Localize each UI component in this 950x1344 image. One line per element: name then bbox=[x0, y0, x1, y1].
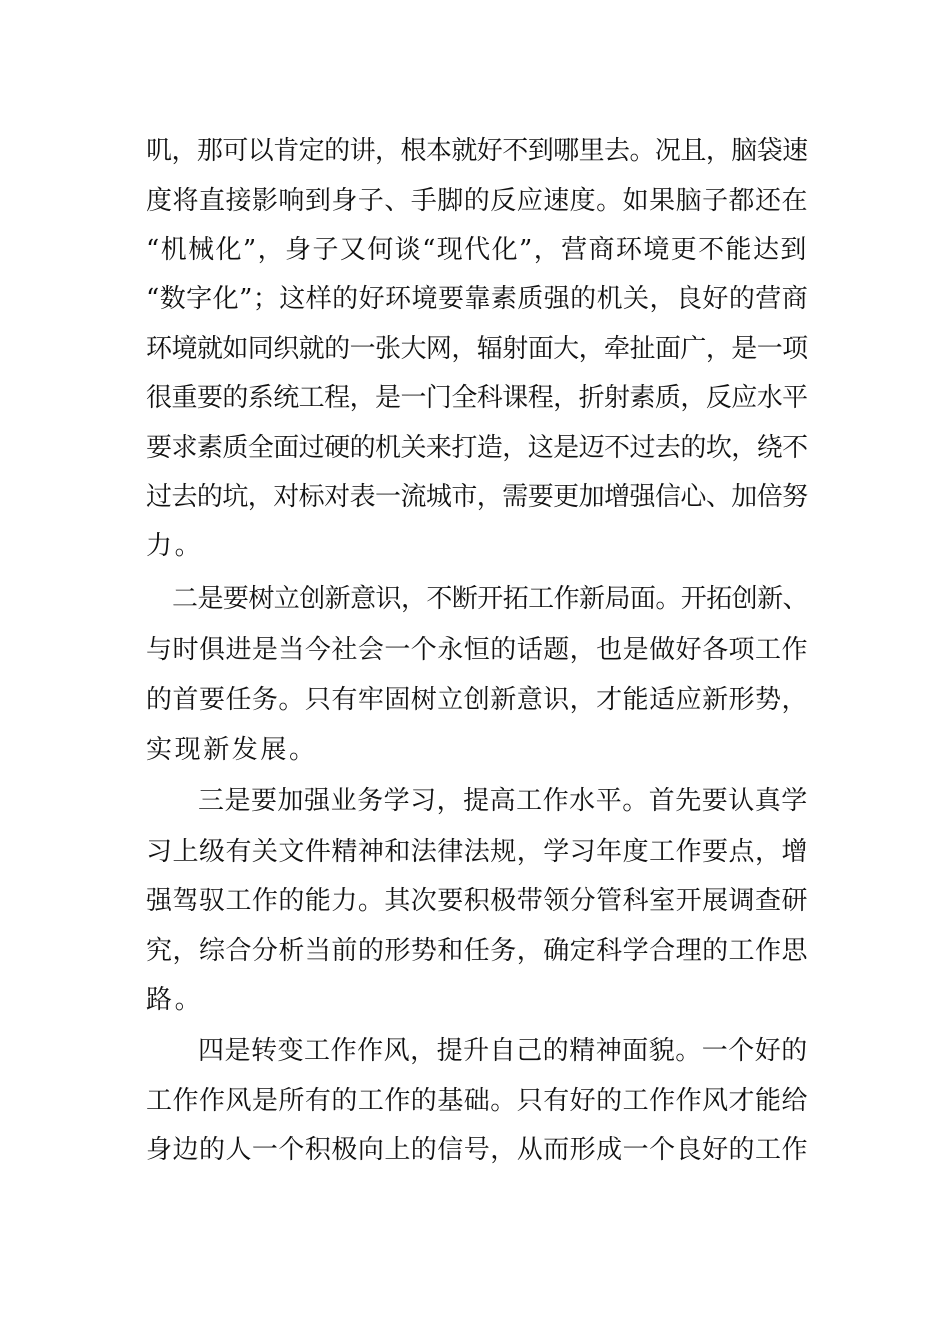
paragraph-1-line-2: 度将直接影响到身子、手脚的反应速度。如果脑子都还在 bbox=[146, 186, 809, 216]
paragraph-4-line-1: 四是转变工作作风，提升自己的精神面貌。一个好的 bbox=[198, 1036, 808, 1066]
paragraph-3-line-2: 习上级有关文件精神和法律法规，学习年度工作要点，增 bbox=[146, 837, 809, 867]
paragraph-1-line-3: “机械化”，身子又何谈“现代化”，营商环境更不能达到 bbox=[146, 235, 808, 265]
paragraph-3-line-1: 三是要加强业务学习，提高工作水平。首先要认真学 bbox=[198, 786, 808, 816]
paragraph-1-line-5: 环境就如同织就的一张大网，辐射面大，牵扯面广，是一项 bbox=[146, 334, 808, 364]
paragraph-4-line-2: 工作作风是所有的工作的基础。只有好的工作作风才能给 bbox=[146, 1086, 809, 1116]
paragraph-1-line-9: 力。 bbox=[146, 531, 204, 561]
paragraph-1-line-8: 过去的坑，对标对表一流城市，需要更加增强信心、加倍努 bbox=[146, 482, 808, 512]
paragraph-2-line-4: 实现新发展。 bbox=[146, 735, 318, 765]
paragraph-1-line-7: 要求素质全面过硬的机关来打造，这是迈不过去的坎，绕不 bbox=[146, 433, 808, 463]
paragraph-1-line-1: 叽，那可以肯定的讲，根本就好不到哪里去。况且，脑袋速 bbox=[146, 136, 808, 166]
paragraph-3-line-5: 路。 bbox=[146, 985, 204, 1015]
paragraph-4-line-3: 身边的人一个积极向上的信号，从而形成一个良好的工作 bbox=[146, 1135, 809, 1165]
paragraph-3-line-3: 强驾驭工作的能力。其次要积极带领分管科室开展调查研 bbox=[146, 886, 809, 916]
paragraph-2-line-3: 的首要任务。只有牢固树立创新意识，才能适应新形势， bbox=[146, 685, 809, 715]
paragraph-1-line-6: 很重要的系统工程，是一门全科课程，折射素质，反应水平 bbox=[146, 383, 808, 413]
paragraph-1-line-4: “数字化”；这样的好环境要靠素质强的机关，良好的营商 bbox=[146, 284, 809, 314]
paragraph-3-line-4: 究，综合分析当前的形势和任务，确定科学合理的工作思 bbox=[146, 936, 809, 966]
paragraph-2-line-1: 二是要树立创新意识，不断开拓工作新局面。开拓创新、 bbox=[172, 584, 809, 614]
paragraph-2-line-2: 与时俱进是当今社会一个永恒的话题，也是做好各项工作 bbox=[146, 635, 809, 665]
